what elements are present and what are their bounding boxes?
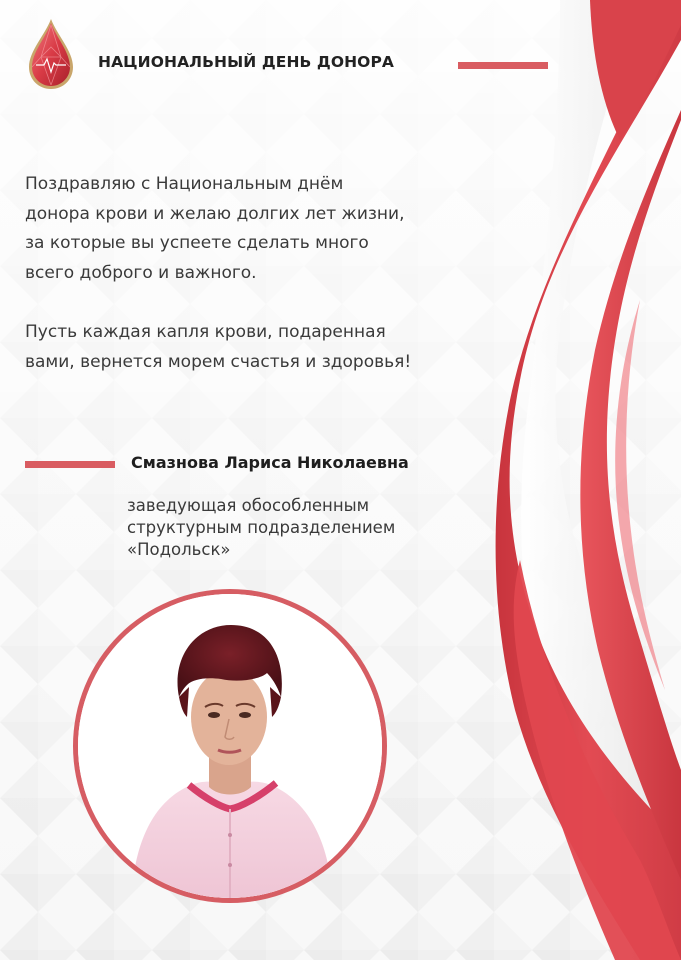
message-paragraph-2 [25, 318, 485, 377]
signer-name: Смазнова Лариса Николаевна [131, 453, 409, 472]
message-line: донора крови и желаю долгих лет жизни, [25, 203, 405, 224]
message-paragraph-1 [25, 170, 485, 288]
portrait-photo [71, 587, 389, 905]
message-line: всего доброго и важного. [25, 262, 257, 283]
page-title: НАЦИОНАЛЬНЫЙ ДЕНЬ ДОНОРА [98, 53, 395, 71]
signature-accent-line [25, 461, 115, 468]
greeting-message [25, 170, 485, 377]
blood-drop-gem-icon [26, 17, 76, 92]
header-accent-line [458, 62, 548, 69]
message-line: за которые вы успеете сделать много [25, 233, 369, 253]
message-line: Поздравляю с Национальным днём [25, 174, 344, 194]
message-line: Пусть каждая капля крови, подаренная [25, 322, 386, 342]
position-line: «Подольск» [127, 540, 231, 559]
signer-position [127, 495, 395, 561]
position-line: заведующая обособленным [127, 496, 370, 515]
position-line: структурным подразделением [127, 518, 396, 537]
message-line: вами, вернется морем счастья и здоровья! [25, 351, 412, 372]
